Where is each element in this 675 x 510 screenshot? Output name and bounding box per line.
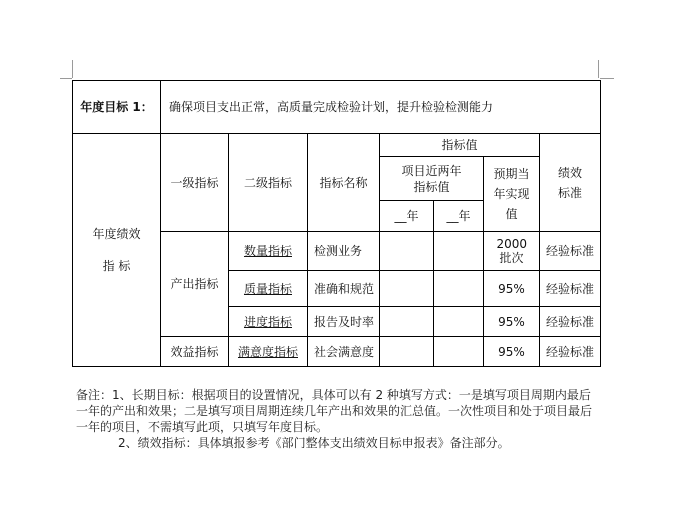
year-b-value — [434, 232, 484, 271]
expected-value: 95% — [484, 307, 540, 337]
expected-value: 95% — [484, 271, 540, 307]
header-level1: 一级指标 — [161, 134, 229, 232]
indicator-name-cell: 检测业务 — [308, 232, 380, 271]
header-expected — [484, 157, 540, 232]
performance-goal-table — [72, 80, 601, 367]
header-standard-text: 绩效标准 — [557, 165, 582, 200]
header-row-1 — [73, 134, 601, 157]
level2-text: 进度指标 — [243, 314, 292, 329]
header-year-a: __年 — [380, 201, 434, 232]
standard-value: 经验标准 — [540, 307, 601, 337]
annual-indicators-label — [73, 134, 161, 367]
note-1: 备注：1、长期目标：根据项目的设置情况，具体可以有 2 种填写方式：一是填写项目周期内最后一年的产出和效果；二是填写项目周期连续几年产出和效果的汇总值。一次性项目和处于项目最后一年的项目，不需填写此项，只填写年度目标。 — [76, 388, 593, 434]
header-level2: 二级指标 — [229, 134, 308, 232]
indicator-name-cell: 报告及时率 — [308, 307, 380, 337]
indicator-name-cell: 社会满意度 — [308, 337, 380, 367]
note-2: 2、绩效指标：具体填报参考《部门整体支出绩效目标申报表》备注部分。 — [118, 436, 510, 450]
crop-mark-top-left-v — [72, 60, 73, 78]
header-recent-two-years-text: 项目近两年指标值 — [401, 163, 462, 194]
year-a-value — [380, 337, 434, 367]
level2-cell — [229, 271, 308, 307]
level1-benefit: 效益指标 — [161, 337, 229, 367]
year-a-value — [380, 307, 434, 337]
expected-value-text: 2000 批次 — [496, 237, 528, 265]
level2-text: 满意度指标 — [237, 344, 298, 359]
header-recent-two-years — [380, 157, 484, 201]
header-standard — [540, 134, 601, 232]
notes-section — [76, 387, 602, 451]
level2-text: 数量指标 — [243, 244, 292, 258]
annual-indicators-text: 年度绩效 指 标 — [92, 227, 141, 273]
annual-goal-label: 年度目标 1： — [73, 81, 161, 134]
crop-mark-top-right-h — [600, 78, 614, 79]
annual-goal-text: 确保项目支出正常，高质量完成检验计划，提升检验检测能力 — [161, 81, 601, 134]
year-b-value — [434, 271, 484, 307]
header-indicator-name: 指标名称 — [308, 134, 380, 232]
level2-cell — [229, 232, 308, 271]
year-a-value — [380, 232, 434, 271]
expected-value — [484, 232, 540, 271]
header-indicator-value: 指标值 — [380, 134, 540, 157]
header-expected-text: 预期当年实现值 — [493, 167, 530, 221]
indicator-name-cell: 准确和规范 — [308, 271, 380, 307]
level2-text: 质量指标 — [243, 281, 292, 296]
standard-value: 经验标准 — [540, 232, 601, 271]
level2-cell — [229, 337, 308, 367]
crop-mark-top-left-h — [60, 78, 72, 79]
level1-output: 产出指标 — [161, 232, 229, 337]
standard-value: 经验标准 — [540, 337, 601, 367]
header-year-b: __年 — [434, 201, 484, 232]
year-a-value — [380, 271, 434, 307]
crop-mark-top-right-v — [598, 60, 599, 78]
year-b-value — [434, 337, 484, 367]
standard-value: 经验标准 — [540, 271, 601, 307]
annual-goal-row — [73, 81, 601, 134]
level2-cell — [229, 307, 308, 337]
year-b-value — [434, 307, 484, 337]
expected-value: 95% — [484, 337, 540, 367]
